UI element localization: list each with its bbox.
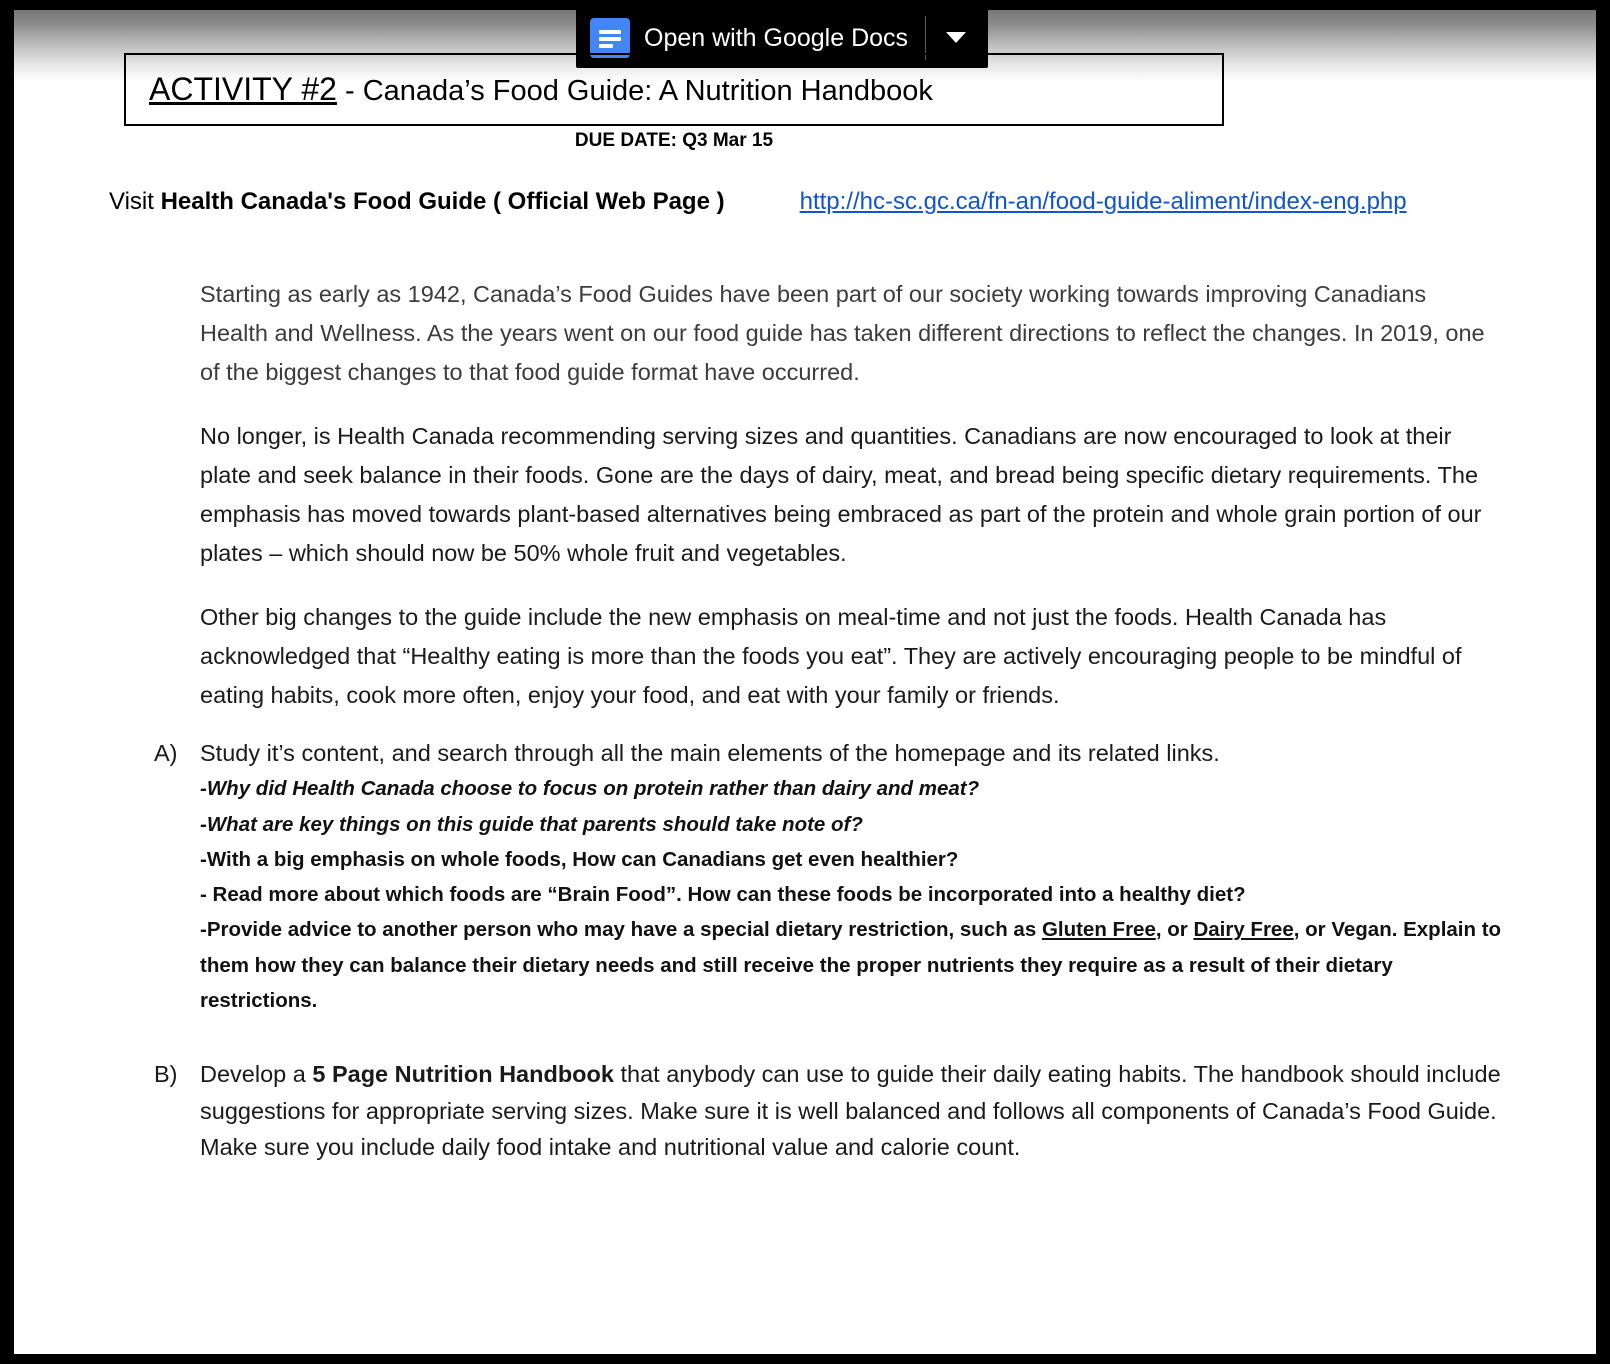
list-marker-b: B) <box>154 1061 178 1088</box>
item-b-bold: 5 Page Nutrition Handbook <box>312 1061 614 1088</box>
item-b-pre: Develop a <box>200 1061 313 1088</box>
paragraph-1: Starting as early as 1942, Canada’s Food Guides have been part of our society working towards improving Canadians Health and Wellness. As the years went on our food guide has taken different directions to reflect the changes. In 2019, one of the biggest changes to that food guide format have occurred. <box>200 281 1485 385</box>
list-item-a <box>154 735 1514 1018</box>
item-a-question-3: -With a big emphasis on whole foods, How can Canadians get even healthier? <box>200 847 959 871</box>
item-a-question-4: - Read more about which foods are “Brain Food”. How can these foods be incorporated into a healthy diet? <box>200 883 1246 907</box>
item-a-question-5-mid: , or <box>1155 918 1194 942</box>
google-docs-icon <box>590 18 630 58</box>
activity-number: ACTIVITY #2 <box>149 71 337 107</box>
item-a-question-5-part2: , or Vegan. Explain to them how they can balance their dietary needs and still receive the proper nutrients they require as a result of their dietary restrictions. <box>200 918 1502 1012</box>
visit-line <box>109 185 1529 219</box>
list-item-b-body <box>200 1056 1514 1165</box>
paragraph-3: Other big changes to the guide include the new emphasis on meal-time and not just the foods. Health Canada has acknowledged that “Healthy eating is more than the foods you eat”. They are actively encouraging people to be mindful of eating habits, cook more often, enjoy your food, and eat with your family or friends. <box>200 604 1462 708</box>
task-list <box>154 735 1514 1173</box>
activity-title-rest: - Canada’s Food Guide: A Nutrition Handbook <box>336 75 933 107</box>
intro-paragraphs <box>200 275 1500 741</box>
item-b-text <box>200 1056 1514 1165</box>
list-item-b <box>154 1056 1514 1165</box>
visit-bold-label: Health Canada's Food Guide ( Official Web Page ) <box>160 188 725 215</box>
visit-prefix: Visit <box>109 188 161 215</box>
document-page <box>14 10 1596 1354</box>
food-guide-link[interactable]: http://hc-sc.gc.ca/fn-an/food-guide-aliment/index-eng.php <box>799 188 1407 215</box>
item-b-post: that anybody can use to guide their daily eating habits. The handbook should include suggestions for appropriate serving sizes. Make sure it is well balanced and follows all components of Canada’s Food Guide. Make sure you include daily food intake and nutritional value and calorie count. <box>200 1061 1501 1161</box>
item-a-question-5 <box>200 912 1514 1018</box>
dairy-free-term: Dairy Free <box>1193 918 1294 942</box>
paragraph-2: No longer, is Health Canada recommending serving sizes and quantities. Canadians are now encouraged to look at their plate and seek balance in their foods. Gone are the days of dairy, meat, and bread being specific dietary requirements. The emphasis has moved towards plant-based alternatives being embraced as part of the protein and whole grain portion of our plates – which should now be 50% whole fruit and vegetables. <box>200 423 1482 566</box>
page-title <box>149 71 933 108</box>
item-a-lead: Study it’s content, and search through all the main elements of the homepage and its related links. <box>200 740 1220 766</box>
item-a-question-5-part1: -Provide advice to another person who may have a special dietary restriction, such as <box>200 918 1042 942</box>
list-marker-a: A) <box>154 740 178 766</box>
open-with-google-docs-label: Open with Google Docs <box>644 23 909 52</box>
item-a-question-2: -What are key things on this guide that parents should take note of? <box>200 812 863 836</box>
item-a-question-1: -Why did Health Canada choose to focus on protein rather than dairy and meat? <box>200 777 980 801</box>
activity-title-box <box>124 53 1224 126</box>
chevron-down-icon[interactable] <box>946 32 966 43</box>
list-spacer <box>154 1026 1514 1056</box>
gluten-free-term: Gluten Free <box>1041 918 1156 942</box>
list-item-a-body <box>200 735 1514 1018</box>
due-date: DUE DATE: Q3 Mar 15 <box>574 130 774 151</box>
